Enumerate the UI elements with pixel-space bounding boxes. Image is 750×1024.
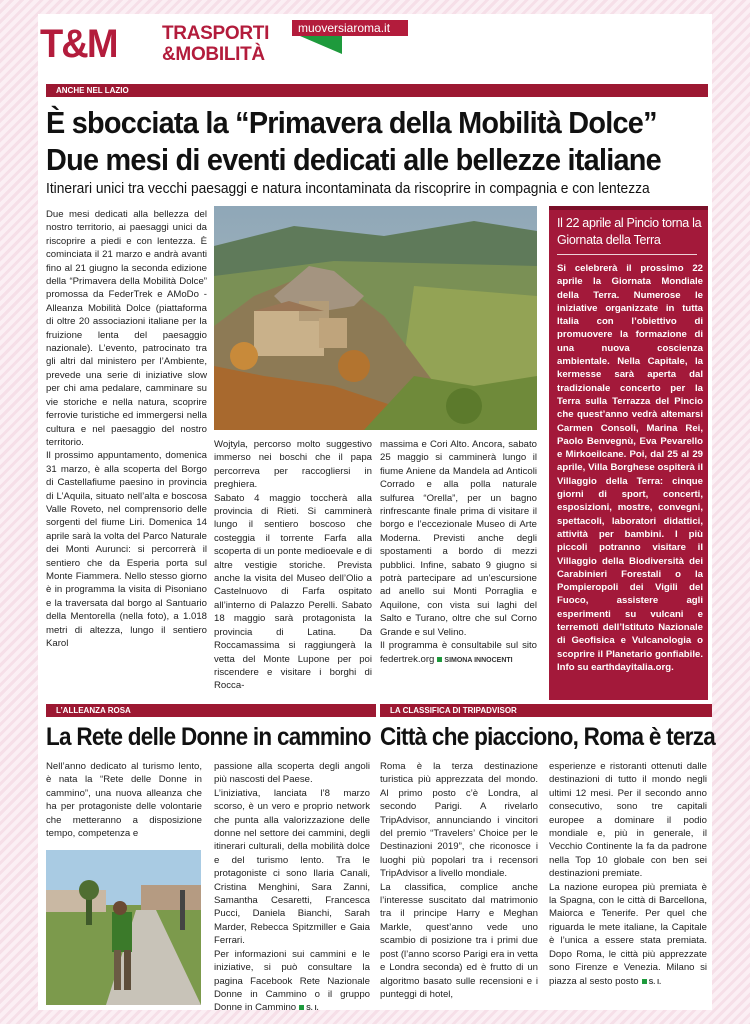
women-column-2 [214,760,370,1015]
masthead-logo [38,18,286,74]
santuario-photo [214,206,537,430]
paragraph: L’iniziativa, lanciata l’8 marzo scorso, è un vero e proprio network che punta alla valorizzazione delle donne nel settore dei cammini, degli itinerari culturali, della mobilità dolce e del turismo lento. Tra le protagoniste ci sono Ilaria Canali, Cristina Menghini, Sara Zanni, Samantha Cesaretti, Francesca Pucci, Daniela Bianchi, Sarah Marder, Rebecca Spitzmiller e Gaia Ferrari. [214,787,370,947]
paragraph: esperienze e ristoranti ottenuti dalle destinazioni di tutto il mondo negli ultimi 12 mesi. Per il secondo anno consecutivo, sono tre capitali europee a dominare il podio mondiale e, più in generale, il Vecchio Continente la fa da padrone nella Top 10 globale con ben sei destinazioni premiate. [549,761,707,880]
sidebar-title: Il 22 aprile al Pincio torna la Giornata della Terra [557,216,702,247]
rome-column-2 [549,760,707,988]
sidebar-divider [557,254,697,255]
paragraph: Wojtyla, percorso molto suggestivo immerso nei boschi che il papa percorreva per raccogliersi in preghiera. [214,439,372,491]
women-column-1 [46,760,202,840]
newspaper-page [38,14,716,1014]
headline-line-1: È sbocciata la “Primavera della Mobilità Dolce” [46,105,657,140]
byline: SIMONA INNOCENTI [444,656,513,664]
rome-column-1 [380,760,538,1001]
closing-text: La nazione europea più premiata è la Spagna, con le città di Barcellona, Maiorca e Tenerife. Per quel che riguarda le mete italiane, la Capitale è l’unica a essere stata premiata. Dopo Roma, le città più apprezzate sono Firenze e Venezia. Milano si piazza al sesto posto [549,881,707,987]
article-column-1 [46,208,207,650]
sidebar-body: Si celebrerà il prossimo 22 aprile la Giornata Mondiale della Terra. Numerose le iniziative organizzate in tutta Italia con l’obiettivo di promuovere la formazione di una nuova coscienza ambientale. Nella Capitale, la kermesse sarà aperta dal tradizionale concerto per la Terra sulla Terrazza del Pincio che quest’anno vedrà altemarsi Carmen Consoli, Marina Rei, Paolo Benvegnù, Eva Pevarello e Mirkoeilcane. Poi, dal 25 al 29 aprile, Villa Borghese ospiterà il Villaggio della Terra: cinque giorni di sport, concerti, esposizioni, mostre, convegni, spettacoli, laboratori didattici, attività per bambini. I più piccoli potranno visitare il Villaggio della Biodiversità dei Carabinieri Forestali o la Pompieropoli dei Vigili del Fuoco, assistere agli esperimenti su vulcani e terremoti dell’Istituto Nazionale di Geofisica e Vulcanologia o scoprire il Planetario gonfiabile. Info su earthdayitalia.org. [557,263,703,673]
sidebar-top-rule [549,206,708,210]
paragraph [549,881,707,988]
paragraph: passione alla scoperta degli angoli più nascosti del Paese. [214,761,370,786]
paragraph: La classifica, complice anche l’interesse suscitato dal matrimonio tra il principe Harry e Meghan Markle, quest’anno vede uno scambio di posizione tra i primi due post (l’anno scorso Parigi era in vetta e Londra seconda) ed è frutto di un algoritmo basato sulle recensioni e i punteggi di hotel, [380,881,538,1000]
article-column-2 [214,438,372,693]
logo-line-1: TRASPORTI [162,23,270,44]
section-kicker: LA CLASSIFICA DI TRIPADVISOR [380,704,712,717]
paragraph: Due mesi dedicati alla bellezza del nostro territorio, ai paesaggi unici da riscoprire a piedi e con lentezza. È cominciata il 21 marzo e andrà avanti fino al 21 giugno la seconda edizione della “Primavera della Mobilità Dolce” promossa da FederTrek e AMoDo - Alleanza Mobilità Dolce (piattaforma di oltre 20 associazioni italiane per la fruizione lenta del paesaggio nazionale). L’evento, patrocinato tra gli altri dal ministero per l’Ambiente, prevede una serie di iniziative slow per chi ama pedalare, camminare su vie storiche e nella natura, scoprire ferrovie turistiche ed immergersi nella cultura e nel paesaggio del nostro territorio. [46,209,207,448]
walker-photo [46,850,201,1005]
subheadline: Itinerari unici tra vecchi paesaggi e natura incontaminata da riscoprire in compagnia e con lentezza [46,180,650,197]
paragraph: Nell’anno dedicato al turismo lento, è nata la “Rete delle Donne in cammino”, una nuova alleanza che ha per protagoniste delle volontarie che metteranno a disposizione tempo, competenza e [46,761,202,840]
closing-text: Il programma è consultabile sul sito federtrek.org [380,640,537,665]
paragraph: Il prossimo appuntamento, domenica 31 marzo, è alla scoperta del Borgo di Castellafiume paesino in provincia di L’Aquila, situato nell’alta e boscosa Valle Roveto, nel comprensorio delle sorgenti del fiume Liri. Domenica 14 aprile sarà la volta del Parco Naturale dei Monti Aurunci: si percorrerà il sentiero che da Esperia porta sul Monte Fiammera. Nello stesso giorno è in programma la visita di Pisoniano e la traversata dal borgo al Santuario della Mentorella (nella foto), a 1.018 metri di altezza, lungo il sentiero Karol [46,450,207,649]
article-column-3 [380,438,537,666]
paragraph: Roma è la terza destinazione turistica più apprezzata del mondo. Al primo posto c’è Londra, al secondo Parigi. A rivelarlo TripAdvisor, annunciando i vincitori del premio “Travelers’ Choice per le Destinazioni 2019”, che riconosce i luoghi più popolari tra i recensori TripAdvisor a livello mondiale. [380,761,538,880]
paragraph: Sabato 4 maggio toccherà alla provincia di Rieti. Si camminerà lungo il sentiero boscoso che costeggia il torrente Farfa alla scoperta di un ponte medioevale e di altre vestigie storiche. Prevista anche la visita del Museo dell’Olio a Castelnuovo di Farfa ospitato all’interno di Palazzo Perelli. Sabato 18 maggio sarà protagonista la provincia di Latina. Da Roccamassima si raggiungerà la vetta del Monte Lupone per poi riscendere e visitare i borghi di Rocca- [214,492,372,692]
green-square-icon [642,979,647,984]
section-kicker: L’ALLEANZA ROSA [46,704,376,717]
green-square-icon [299,1005,304,1010]
article-title: Città che piacciono, Roma è terza [380,723,716,751]
byline: S. I. [306,1005,319,1013]
sidebar-box [549,206,708,700]
article-title: La Rete delle Donne in cammino [46,723,371,751]
paragraph [380,639,537,666]
logo-line-2: &MOBILITÀ [162,44,265,65]
section-kicker: ANCHE NEL LAZIO [46,84,708,97]
headline-line-2: Due mesi di eventi dedicati alle bellezze italiane [46,142,661,177]
paragraph [214,948,370,1015]
paragraph: massima e Cori Alto. Ancora, sabato 25 maggio si camminerà lungo il fiume Aniene da Mandela ad Anticoli Corrado e alla polla naturale sulfurea “Orella”, per un bagno rinfrescante finale prima di visitare il borgo e l’eccezionale Museo di Arte Moderna. Previsti anche degli spostamenti a bordo di mezzi pubblici. Infine, sabato 9 giugno si potrà partecipare ad un’escursione ad anello sui Monti Porraglia e Aquilone, con vista sui laghi del Salto e Turano, oltre che sul Corno Grande e sul Velino. [380,439,537,638]
logo-mark: T&M [40,22,117,66]
closing-text: Per informazioni sui cammini e le iniziative, si può consultare la pagina Facebook Rete Nazionale Donne in Cammino o il gruppo Donne in Cammino [214,948,370,1014]
byline: S. I. [648,978,662,986]
site-badge: muoversiaroma.it [292,20,408,36]
green-flag-icon [300,36,342,54]
green-square-icon [437,657,442,662]
